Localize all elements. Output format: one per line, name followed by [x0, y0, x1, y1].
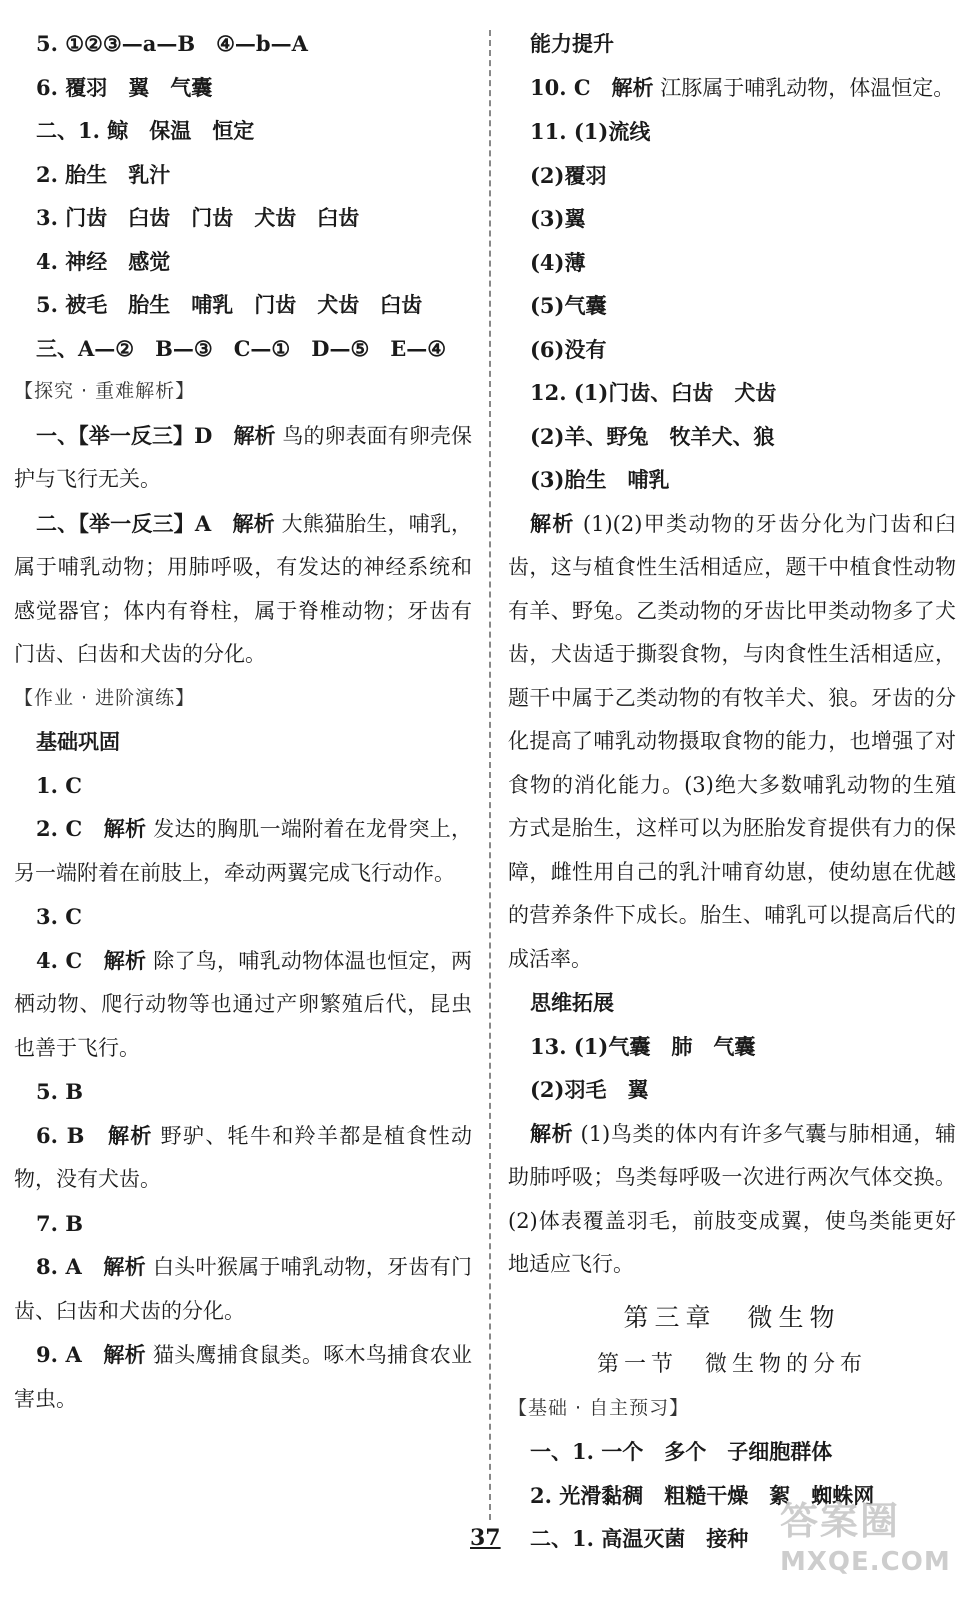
section-heading-preview	[508, 1387, 956, 1431]
right-column	[508, 22, 956, 1561]
answer-line: 12. (1)门齿、臼齿 犬齿	[530, 380, 777, 405]
answer-line: (6)没有	[530, 336, 607, 362]
answer-line: (2)羽毛 翼	[530, 1077, 649, 1102]
explanation-text: 除了鸟，哺乳动物体温也恒定，两栖动物、爬行动物等也通过产卵繁殖后代，昆虫也善于飞行。	[14, 948, 472, 1060]
answer-line: 三、A—② B—③ C—① D—⑤ E—④	[36, 335, 447, 361]
answer-line: (5)气囊	[530, 293, 607, 318]
answer-line: 2. 光滑黏稠 粗糙干燥 絮 蜘蛛网	[530, 1482, 875, 1508]
explanation-paragraph	[14, 807, 472, 895]
answer-head: 8. A 解析	[36, 1254, 146, 1279]
answer-line: (3)翼	[530, 206, 586, 231]
explanation-text: (1)鸟类的体内有许多气囊与肺相通，辅助肺呼吸；鸟类每呼吸一次进行两次气体交换。(2)体表覆盖羽毛，前肢变成翼，使鸟类能更好地适应飞行。	[508, 1121, 956, 1276]
explanation-text: 发达的胸肌一端附着在龙骨突上，另一端附着在前肢上，牵动两翼完成飞行动作。	[14, 817, 472, 885]
answer-line: 6. 覆羽 翼 气囊	[36, 74, 213, 100]
answer-line: (2)羊、野兔 牧羊犬、狼	[530, 423, 775, 449]
explanation-text: 大熊猫胎生，哺乳，属于哺乳动物；用肺呼吸，有发达的神经系统和感觉器官；体内有脊柱，属于脊椎动物；牙齿有门齿、臼齿和犬齿的分化。	[14, 511, 472, 666]
answer-line: (2)覆羽	[530, 162, 607, 188]
answer-line: 5. ①②③—a—B ④—b—A	[36, 31, 308, 56]
explanation-paragraph	[508, 1112, 956, 1287]
answer-line: 4. 神经 感觉	[36, 248, 171, 274]
explanation-text: 白头叶猴属于哺乳动物，牙齿有门齿、臼齿和犬齿的分化。	[14, 1255, 472, 1323]
answer-line: 7. B	[36, 1210, 83, 1236]
answer-line: 5. 被毛 胎生 哺乳 门齿 犬齿 臼齿	[36, 292, 423, 317]
answer-head: 一、【举一反三】D 解析	[36, 422, 276, 448]
explanation-text: (1)(2)甲类动物的牙齿分化为门齿和臼齿，这与植食性生活相适应，题干中植食性动物有羊、野兔。乙类动物的牙齿比甲类动物多了犬齿，犬齿适于撕裂食物，与肉食性生活相适应，题干中属于乙类动物的有牧羊犬、狼。牙齿的分化提高了哺乳动物摄取食物的能力，也增强了对食物的消化能力。(3)绝大多数哺乳动物的生殖方式是胎生，这样可以为胚胎发育提供有力的保障，雌性用自己的乳汁哺育幼崽，使幼崽在优越的营养条件下成长。胎生、哺乳可以提高后代的成活率。	[508, 511, 957, 971]
answer-head: 4. C 解析	[36, 947, 147, 973]
answer-line: 二、1. 高温灭菌 接种	[530, 1526, 749, 1551]
answer-head: 2. C 解析	[36, 816, 147, 841]
explanation-paragraph	[508, 502, 956, 982]
answer-line: 5. B	[36, 1079, 83, 1104]
answer-line: (3)胎生 哺乳	[530, 467, 670, 492]
chapter-title: 第三章 微生物	[623, 1302, 841, 1332]
watermark-text: 答案圈	[780, 1499, 901, 1543]
answer-line: 一、1. 一个 多个 子细胞群体	[530, 1439, 833, 1464]
answer-head: 解析	[530, 510, 575, 536]
answer-head: 10. C 解析	[530, 74, 654, 100]
answer-head: 二、【举一反三】A 解析	[36, 510, 275, 536]
watermark-url: MXQE.COM	[780, 1547, 951, 1577]
explanation-text: 野驴、牦牛和羚羊都是植食性动物，没有犬齿。	[14, 1123, 472, 1191]
watermark-logo	[780, 1490, 960, 1590]
answer-line: 二、1. 鲸 保温 恒定	[36, 118, 255, 143]
explanation-paragraph	[14, 939, 472, 1071]
section-label: 【探究 · 重难解析】	[14, 380, 196, 402]
section-title: 第一节 微生物的分布	[596, 1351, 867, 1377]
answer-line: 2. 胎生 乳汁	[36, 161, 171, 187]
answer-line: 11. (1)流线	[530, 119, 651, 144]
left-column	[14, 22, 472, 1421]
column-divider	[489, 30, 491, 1520]
answer-line: 3. C	[36, 904, 82, 929]
explanation-paragraph	[14, 1114, 472, 1202]
subsection-title: 思维拓展	[530, 990, 614, 1015]
explanation-paragraph	[14, 414, 472, 502]
explanation-text: 鸟的卵表面有卵壳保护与飞行无关。	[14, 423, 472, 491]
answer-line: 3. 门齿 臼齿 门齿 犬齿 臼齿	[36, 205, 360, 230]
answer-head: 6. B 解析	[36, 1122, 153, 1148]
subsection-title: 能力提升	[530, 31, 614, 56]
subsection-title: 基础巩固	[36, 729, 120, 754]
explanation-text: 猫头鹰捕食鼠类。啄木鸟捕食农业害虫。	[14, 1343, 472, 1411]
explanation-paragraph	[14, 1333, 472, 1421]
section-label: 【作业 · 进阶演练】	[14, 686, 196, 709]
explanation-paragraph	[14, 1245, 472, 1333]
explanation-text: 江豚属于哺乳动物，体温恒定。	[653, 75, 955, 100]
answer-line: 13. (1)气囊 肺 气囊	[530, 1033, 756, 1059]
explanation-paragraph	[14, 502, 472, 677]
answer-head: 9. A 解析	[36, 1342, 146, 1367]
answer-line: (4)薄	[530, 249, 586, 275]
answer-head: 解析	[530, 1120, 574, 1146]
answer-line: 1. C	[36, 772, 82, 798]
explanation-paragraph	[508, 66, 956, 111]
section-label: 【基础 · 自主预习】	[508, 1396, 690, 1419]
page-number: 37	[470, 1525, 501, 1551]
section-heading-homework	[14, 677, 472, 721]
section-heading-explore	[14, 370, 472, 414]
